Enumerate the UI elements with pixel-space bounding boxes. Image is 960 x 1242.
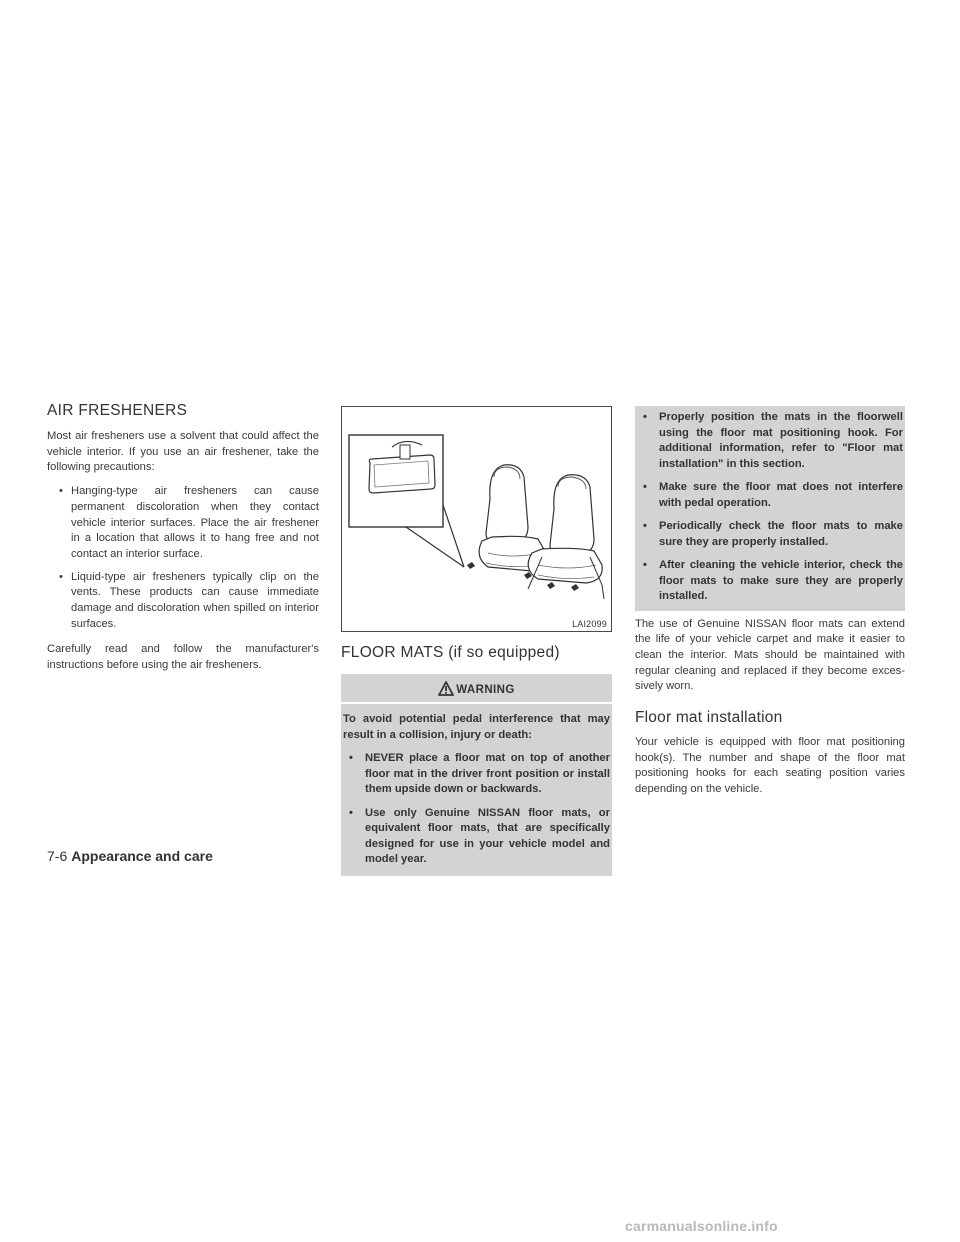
air-fresheners-heading: AIR FRESHENERS <box>47 402 188 419</box>
list-item: • NEVER place a floor mat on top of another floor mat in the driver front position or install them upside down or backwards. <box>343 751 610 798</box>
warning-header <box>341 674 612 704</box>
seat-mirror-illustration <box>341 406 612 632</box>
air-fresheners-intro: Most air fresheners use a solvent that could affect the vehicle interior. If you use an air freshener, take the following precautions: <box>47 430 319 474</box>
warning-triangle-icon <box>438 681 454 696</box>
list-item: • Hanging-type air fresheners can cause permanent discoloration when they contact vehicle interior surfaces. Place the air freshener in a location that allows it to hang free and not contact an interior surface. <box>47 484 319 563</box>
floor-mat-installation-body: Your vehicle is equipped with floor mat positioning hook(s). The number and shape of the floor mat positioning hooks for each seating position varies depending on the vehicle. <box>635 736 905 796</box>
floor-mats-section <box>341 406 612 876</box>
air-fresheners-section <box>47 402 319 682</box>
warning-intro: To avoid potential pedal interference that may result in a collision, injury or death: <box>343 713 610 741</box>
figure-code: LAI2099 <box>572 619 607 629</box>
section-title: Appearance and care <box>71 848 213 864</box>
page-number: 7-6 <box>47 848 68 864</box>
list-item: • Use only Genuine NISSAN floor mats, or equivalent floor mats, that are specifically designed for use in your vehicle model and model year. <box>343 806 610 868</box>
page-footer <box>47 848 213 864</box>
list-item: • Liquid-type air fresheners typically clip on the vents. These products can cause immediate damage and discoloration when spilled on interior surfaces. <box>47 570 319 633</box>
floor-mats-continued-section <box>635 406 905 806</box>
list-item: • Properly position the mats in the floorwell using the floor mat positioning hook. For additional information, refer to "Floor mat installation" in this section. <box>637 410 903 472</box>
warning-body <box>341 704 612 876</box>
list-item: • Periodically check the floor mats to make sure they are properly installed. <box>637 519 903 550</box>
air-fresheners-closing: Carefully read and follow the manufacturer's instructions before using the air fresheners. <box>47 643 319 672</box>
warning-box-continued <box>635 406 905 611</box>
floor-mats-body: The use of Genuine NISSAN floor mats can extend the life of your vehicle carpet and make it easier to clean the interior. Mats should be maintained with regular cleaning and replaced if they become excessively worn. <box>635 617 905 693</box>
floor-mats-heading: FLOOR MATS (if so equipped) <box>341 644 560 661</box>
seat-illustration-icon <box>342 407 613 633</box>
warning-title: WARNING <box>456 684 515 696</box>
floor-mat-installation-heading: Floor mat installation <box>635 709 783 727</box>
list-item: • Make sure the floor mat does not interfere with pedal operation. <box>637 480 903 511</box>
warning-list <box>343 751 610 868</box>
air-fresheners-list <box>47 484 319 632</box>
warning-box <box>341 674 612 876</box>
watermark: carmanualsonline.info <box>625 1218 778 1234</box>
warning-list-continued <box>637 410 903 605</box>
list-item: • After cleaning the vehicle interior, check the floor mats to make sure they are properly installed. <box>637 558 903 605</box>
